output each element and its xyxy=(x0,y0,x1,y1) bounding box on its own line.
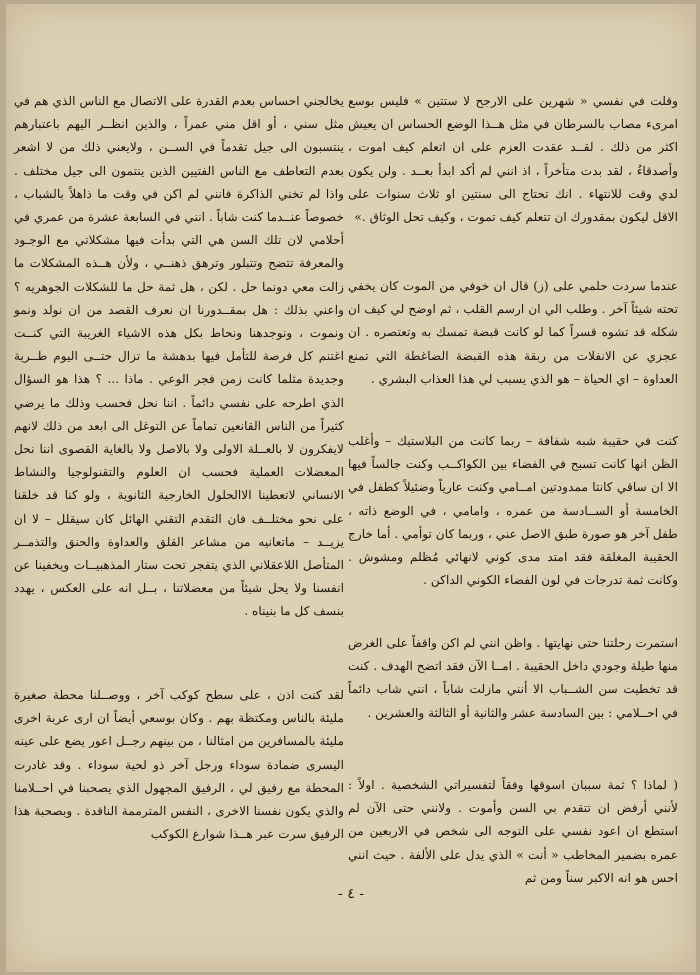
paragraph: عندما سردت حلمي على (ز) قال ان خوفي من الموت كان يخفي تحته شيئاً آخر . وطلب الي ان ارسم القلب ، ثم اوضح لي كيف ان شكله قد تشوه قسراً كما لو كانت قبضة تمسك به وتعتصره . ان عجزي عن الانفلات من ربقة هذه القبضة الضاغطة التي تمنع العداوة – اي الحياة – هو الذي يسبب لي هذا العذاب البشري . xyxy=(348,279,678,386)
paragraph: لقد كنت اذن ، على سطح كوكب آخر ، ووصــلنا محطة صغيرة مليئة بالناس ومكتظة بهم . وكان بوسعي أيضاً ان ارى عربة اخرى مليئة بالمسافرين من امثالنا ، من بينهم رجــل اعور يضع على عينه اليسرى ضمادة سوداء ورجل آخر ذو لحية سوداء . وقد غادرت المحطة مع رفيق لي ، الرفيق المجهول الذي يصحبنا في احــلامنا والذي يكون نفسنا الاخرى ، النفس المترممة الناقدة . وبصحبة هذا الرفيق سرت عبر هــذا شوارع الكوكب xyxy=(14,688,344,842)
page-number: - ٤ - xyxy=(338,886,364,902)
paragraph: ( لماذا ؟ ثمة سببان اسوقها وفقاً لتفسيراتي الشخصية . اولاً : لأنني أرفض ان تتقدم بي السن وأموت . ولانني حتى الآن لم استطع ان اعود نفسي على التوجه الى شخص في الاربعين من عمره بضمير المخاطب « أنت » الذي يدل على الألفة . حيث انني احس هو انه الاكبر سناً ومن ثم xyxy=(348,778,678,885)
paragraph: وقلت في نفسي « شهرين على الارجح لا ستتين » فليس بوسع امرىء مصاب بالسرطان في مثل هــذا الوضع الحساس ان يعيش اكثر من ذلك . لقــد عقدت العزم على ان اتعلم كيف اموت ، وأصدقاءُ ، لقد بدت متأخراً ، اذ انني لم أكد ابدأ بعــد . ولن يكون لدي وقت للانتهاء . انك تحتاج الى سنتين او ثلاث سنوات على الاقل ليكون بمقدورك ان تتعلم كيف تموت ، وكيف تحل الوثاق .» xyxy=(348,94,678,225)
paragraph: استمرت رحلتنا حتى نهايتها . واظن انني لم اكن واقفاً على الغرض منها طيلة وجودي داخل الحقيبة . امــا الآن فقد اتضح الهدف . كنت قد تخطيت سن الشــباب الا أنني مازلت شاباً ، انني شاب دائماً في احــلامي : بين السادسة عشر والثانية أو الثالثة والعشرين . xyxy=(348,636,678,720)
book-page xyxy=(6,4,696,972)
paragraph: كنت في حقيبة شبه شفافة – ربما كانت من البلاستيك – وأغلب الظن انها كانت تسبح في الفضاء بين الكواكــب وكنت جالساً فيها الا ان ساقي كانتا ممدودتين امــامي وكنت عارياً وضئيلاً كطفل في الخامسة أو الســادسة من عمره ، وامامي ، في الوضع ذاته ، طفل آخر هو صورة طبق الاصل عني ، وربما كان توأمي . أما خارج الحقيبة المغلقة فقد امتد مدى كوني لانهائي مُظلم ومشوش . وكانت ثمة تدرجات في لون الفضاء الكوني الداكن . xyxy=(348,434,678,588)
paragraph: يخالجني احساس بعدم القدرة على الاتصال مع الناس الذي هم في مثل سني ، أو اقل مني عمراً ، والذين انظــر اليهم باعتبارهم ينتسبون الى جيل تقدماً في الســن ، ولايعني ذلك من لا اشعر بعدم التعاطف مع الناس الفتيين الذين ينتمون الى جيل مختلف . واذا لم تخني الذاكرة فانني لم اكن في وقت ما ذاهلاً بالشباب ، خصوصاً عنــدما كنت شاباً . انني في السابعة عشرة من عمري في أحلامي لان تلك السن هي التي بدأت فيها مشكلاتي مع الوجـود والمعرفة تتضح وتتبلور وترهق ذهنــي ، ولأن هــذه المشكلات ما زالت معي دونما حل . لكن ، هل ثمة حل ما للشكلات الجوهريه ؟ واعني بذلك : هل بمقــدورنا ان نعرف القصد من ان نولد ونمو ونموت ، ونوجدهنا ونحاط بكل هذه الاشياء الغريبة التي كنــت اغتنم كل فرصة للتأمل فيها بدهشة ما تزال حتــى اليوم طــرية وجديدة مثلما كانت زمن فجر الوعي . ماذا ... ؟ هذا هو السؤال الذي اطرحه على نفسي دائماً . اننا نحل فحسب وذلك ما يرضي كثيراً من الناس القانعين تماماً عن التوغل الى ابعد من ذلك لانهم لايفكرون لا بالعــلة الاولى ولا بالاصل ولا بالغاية القصوى اننا نحل المعضلات العملية فحسب ان العلوم والتقنولوجيا والنشاط الانساني لاتعطينا الاالحلول الخارجية الثانوية ، ولو كنا قد خلقنا على نحو مختلــف فان التقدم التقني الهائل كان سيقلل – لا ان يزيــد – ماتعانيه من مشاعر القلق والعداوة والحنق والتذمــر المتأصل اللاعقلاني الذي يتفجر تحت ستار المذهبيــات ويخفينا عن انفسنا ولا يحل شيئاً من معضلاتنا ، بــل انه على العكس ، يهدد بنسف كل ما بنيناه . xyxy=(14,94,344,619)
